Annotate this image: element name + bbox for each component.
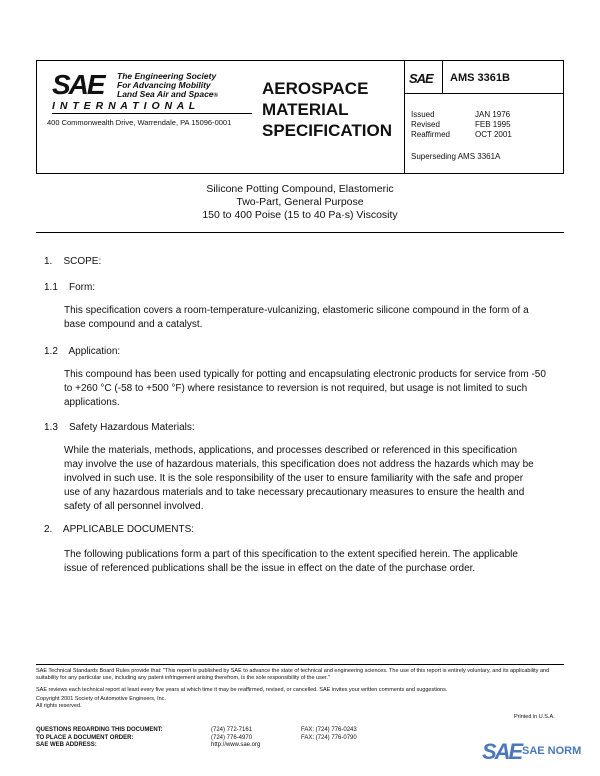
date-value: JAN 1976 [475, 110, 511, 119]
date-value: FEB 1995 [475, 120, 511, 129]
contact-phone: (724) 772-7161 [211, 727, 253, 733]
title-line-3: SPECIFICATION [262, 121, 393, 140]
date-row [411, 110, 561, 120]
section-1-heading: 1. SCOPE: [44, 256, 102, 267]
sae-logo-mark: SAE [52, 69, 104, 100]
footer-rule [36, 664, 564, 665]
logo-tagline [117, 72, 218, 101]
watermark-logo-mark: SAE [482, 739, 522, 764]
contact-row [36, 735, 436, 743]
contact-fax: FAX: (724) 776-0790 [301, 734, 357, 741]
doc-id-underline [443, 93, 564, 94]
printed-in: Printed in U.S.A. [514, 714, 555, 720]
contact-row [36, 727, 436, 735]
registered-mark: ® [213, 93, 218, 99]
date-value: OCT 2001 [475, 130, 512, 139]
contact-label: TO PLACE A DOCUMENT ORDER: [36, 734, 134, 741]
logo-international: I N T E R N A T I O N A L [52, 100, 197, 112]
contact-row [36, 742, 436, 750]
doc-title-line-1: Silicone Potting Compound, Elastomeric [206, 183, 394, 195]
document-title [36, 183, 564, 222]
section-1-2-text: This compound has been used typically for potting and encapsulating electronic products for service from -50 to +260 °C (-58 to +500 °F) where resistance to reversion is not required, but usage is not limited to such applications. [64, 369, 546, 408]
section-2-heading: 2. APPLICABLE DOCUMENTS: [44, 524, 195, 535]
title-rule [36, 232, 564, 233]
footer-copyright [36, 696, 166, 710]
section-1-3-heading: 1.3 Safety Hazardous Materials: [44, 422, 195, 433]
contact-label: SAE WEB ADDRESS: [36, 742, 97, 748]
logo-rule [52, 113, 252, 114]
logo-line3: Land Sea Air and Space [117, 89, 214, 99]
date-table [411, 110, 561, 140]
date-row [411, 120, 561, 130]
title-line-2: MATERIAL [262, 100, 349, 119]
doc-title-line-2: Two-Part, General Purpose [236, 196, 364, 208]
logo-line2: For Advancing Mobility [117, 80, 211, 90]
logo-line1: The Engineering Society [117, 71, 217, 81]
section-1-2-heading: 1.2 Application: [44, 346, 121, 357]
rights-line: All rights reserved. [36, 703, 82, 709]
contact-fax: FAX: (724) 776-0243 [301, 727, 357, 733]
contacts-table [36, 727, 436, 750]
contact-phone: (724) 776-4970 [211, 734, 253, 741]
doc-mark: SAE [409, 71, 433, 86]
section-2-text: The following publications form a part of this specification to the extent specified herein. The applicable issue of referenced publications shall be the issue in effect on the date of the purchase order. [64, 549, 518, 574]
doc-title-line-3: 150 to 400 Poise (15 to 40 Pa·s) Viscosity [202, 209, 398, 221]
date-label: Revised [411, 120, 440, 129]
doc-id: AMS 3361B [450, 72, 510, 84]
web-address-link[interactable]: http://www.sae.org [211, 742, 261, 748]
date-label: Issued [411, 110, 435, 119]
section-1-3-text: While the materials, methods, applications, and processes described or referenced in this specification may involve the use of hazardous materials, this specification does not address the hazards which may be involved in such use. It is the sole responsibility of the user to ensure familiarity with the safe and proper use of any hazardous materials and to take necessary precautionary measures to ensure the health and safety of all personnel involved. [64, 445, 534, 512]
footer-rules-text: SAE Technical Standards Board Rules provide that: "This report is published by SAE to advance the state of technical and engineering sciences. The use of this report is entirely voluntary, and its applicability and suitability for any particular use, including any patent infringement arising therefrom, is the sole responsibility of the user." [36, 668, 550, 681]
superseding: Superseding AMS 3361A [411, 152, 501, 161]
section-1-1-text: This specification covers a room-temperature-vulcanizing, elastomeric silicone compound in the form of a base compound and a catalyst. [64, 305, 529, 330]
address: 400 Commonwealth Drive, Warrendale, PA 15096-0001 [47, 118, 232, 127]
copyright-line: Copyright 2001 Society of Automotive Engineers, Inc. [36, 696, 166, 702]
footer-review-text: SAE reviews each technical report at least every five years at which time it may be reaffirmed, revised, or cancelled. SAE invites your written comments and suggestions. [36, 687, 448, 693]
contact-label: QUESTIONS REGARDING THIS DOCUMENT: [36, 727, 163, 733]
date-row [411, 130, 561, 140]
section-1-1-heading: 1.1 Form: [44, 282, 96, 293]
watermark-text: SAE NORM [522, 745, 582, 757]
date-label: Reaffirmed [411, 130, 450, 139]
title-line-1: AEROSPACE [262, 79, 369, 98]
spec-title [262, 78, 392, 141]
